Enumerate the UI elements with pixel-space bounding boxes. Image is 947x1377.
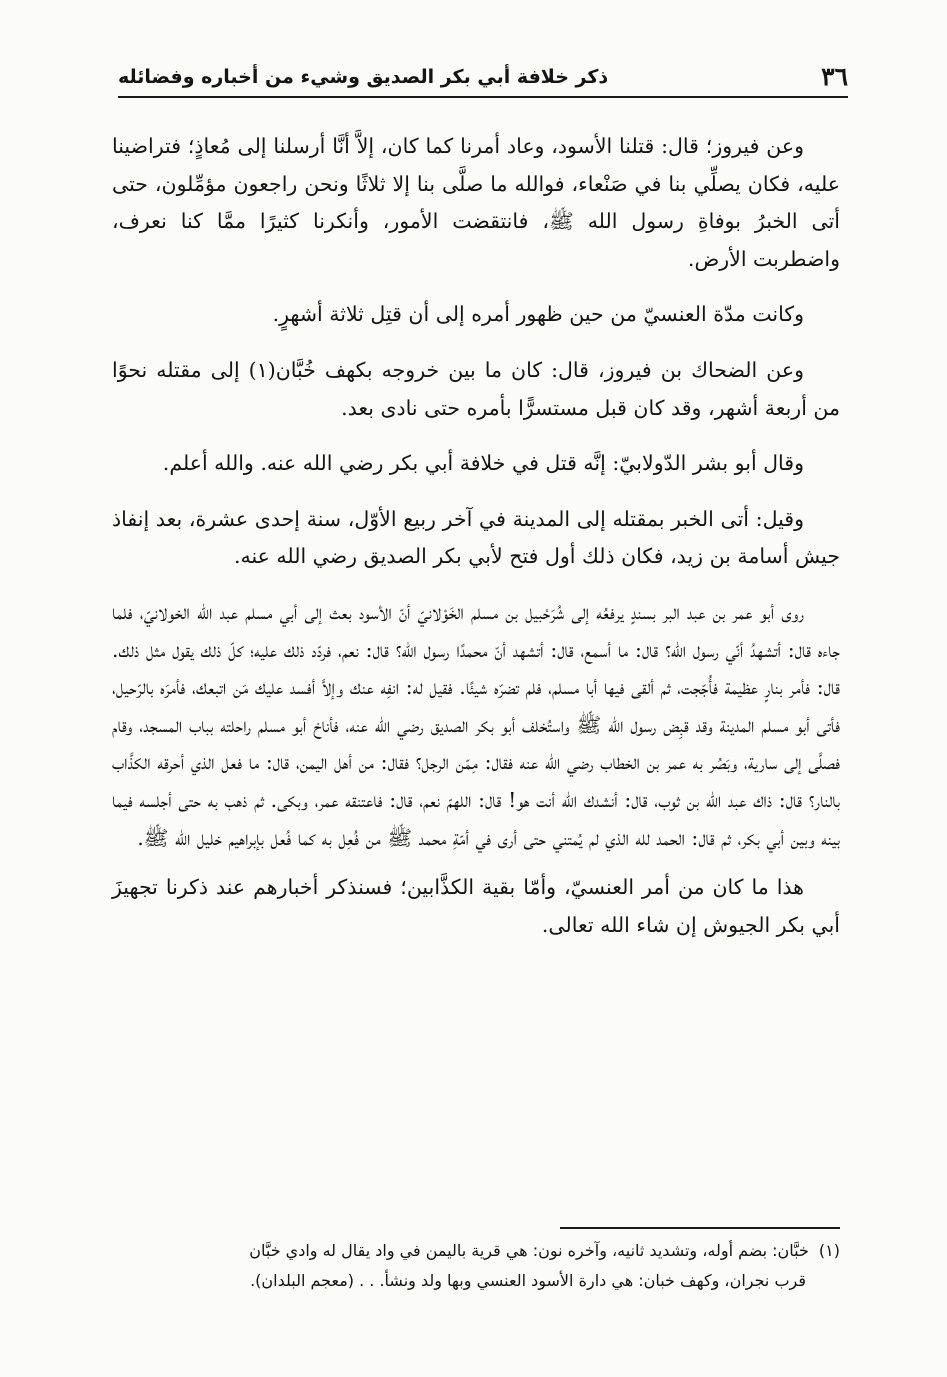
footnote-text-1: خبَّان: بضم أوله، وتشديد ثانيه، وآخره نون: هي قرية باليمن في واد يقال له وادي خبَّان — [249, 1241, 809, 1260]
footnote-line-1 — [112, 1236, 840, 1266]
paragraph-dahhak: وعن الضحاك بن فيروز، قال: كان ما بين خروجه بكهف خُبَّان(١) إلى مقتله نحوًا من أربعة أشهر، وقد كان قبل مستسرًّا بأمره حتى نادى بعد. — [112, 357, 840, 420]
paragraph-fairuz: وعن فيروز؛ قال: قتلنا الأسود، وعاد أمرنا كما كان، إلاَّ أنَّا أرسلنا إلى مُعاذٍ؛ فتراضينا عليه، فكان يصلِّي بنا في صَنْعاء، فوالله ما صلَّى بنا إلا ثلاثًا ونحن راجعون مؤمِّلون، حتى أتى الخبرُ بوفاةِ رسول الله ﷺ، فانتقضت الأمور، وأنكرنا كثيرًا ممَّا كنا نعرف، واضطربت الأرض. — [112, 134, 840, 271]
paragraph-ansi-duration: وكانت مدّة العنسيّ من حين ظهور أمره إلى أن قتِل ثلاثة أشهرٍ. — [272, 302, 804, 327]
page-header — [118, 62, 848, 98]
paragraph-dawlabi: وقال أبو بشر الدّولابيّ: إنَّه قتل في خلافة أبي بكر رضي الله عنه. والله أعلم. — [162, 451, 804, 476]
footnote-divider — [560, 1227, 840, 1229]
footnote-marker: (١) — [818, 1241, 840, 1260]
main-text — [112, 128, 840, 962]
footnote-line-2: قرب نجران، وكهف خبان: هي دارة الأسود العنسي وبها ولد ونشأ. . . (معجم البلدان). — [250, 1271, 806, 1290]
footnote — [112, 1236, 840, 1296]
page-number: ٣٦ — [821, 62, 848, 91]
paragraph-abu-muslim-story: روى أبو عمر بن عبد البر بسندٍ يرفعُه إلى شُرَحْبيل بن مسلم الخَوْلانيّ أنّ الأسود بعث إلى أبي مسلم عبد الله الخولانيّ، فلما جاءه قال: أتشهدُ أنّي رسول الله؟ قال: ما أسمع، قال: أتشهد أنّ محمدًا رسول الله؟ قال: نعم، فردّد ذلك عليه؛ كلّ ذلك يقول مثل ذلك. قال: فأمر بنارٍ عظيمة فأُجّجت، ثم ألقى فيها أبا مسلم، فلم تضرّه شيئًا. فقيل له: انفِه عنك وإلاَّ أفسد عليك مَن اتبعك، فأمرَه بالرّحيل، فأتى أبو مسلم المدينة وقد قبِض رسول الله ﷺ واستُخلف أبو بكر الصديق رضي الله عنه، فأناخ أبو مسلم راحلته بباب المسجد، وقام فصلَّى إلى سارية، وبَصُر به عمر بن الخطاب رضي الله عنه فقال: مِمّن الرجل؟ فقال: من أهل اليمن، قال: ما فعل الذي أحرقه الكذَّاب بالنار؟ قال: ذاك عبد الله بن ثوب، قال: أنشدك الله أنت هو! قال: اللهمّ نعم، قال: فاعتنقه عمر، وبكى. ثم ذهب به حتى أجلسه فيما بينه وبين أبي بكر، ثم قال: الحمد لله الذي لم يُمتني حتى أرى في أمّةِ محمد ﷺ من فُعِل به كما فُعل بإبراهيم خليل الله ﷺ. — [112, 599, 840, 850]
running-title: ذكر خلافة أبي بكر الصديق وشيء من أخباره وفضائله — [118, 66, 609, 88]
paragraph-conclusion: هذا ما كان من أمر العنسيّ، وأمّا بقية الكذَّابين؛ فسنذكر أخبارهم عند ذكرنا تجهيزَ أبي بكر الجيوش إن شاء الله تعالى. — [112, 875, 840, 937]
paragraph-news-of-death: وقيل: أتى الخبر بمقتله إلى المدينة في آخر ربيع الأوّل، سنة إحدى عشرة، بعد إنفاذ جيش أسامة بن زيد، فكان ذلك أول فتح لأبي بكر الصديق رضي الله عنه. — [112, 506, 840, 569]
